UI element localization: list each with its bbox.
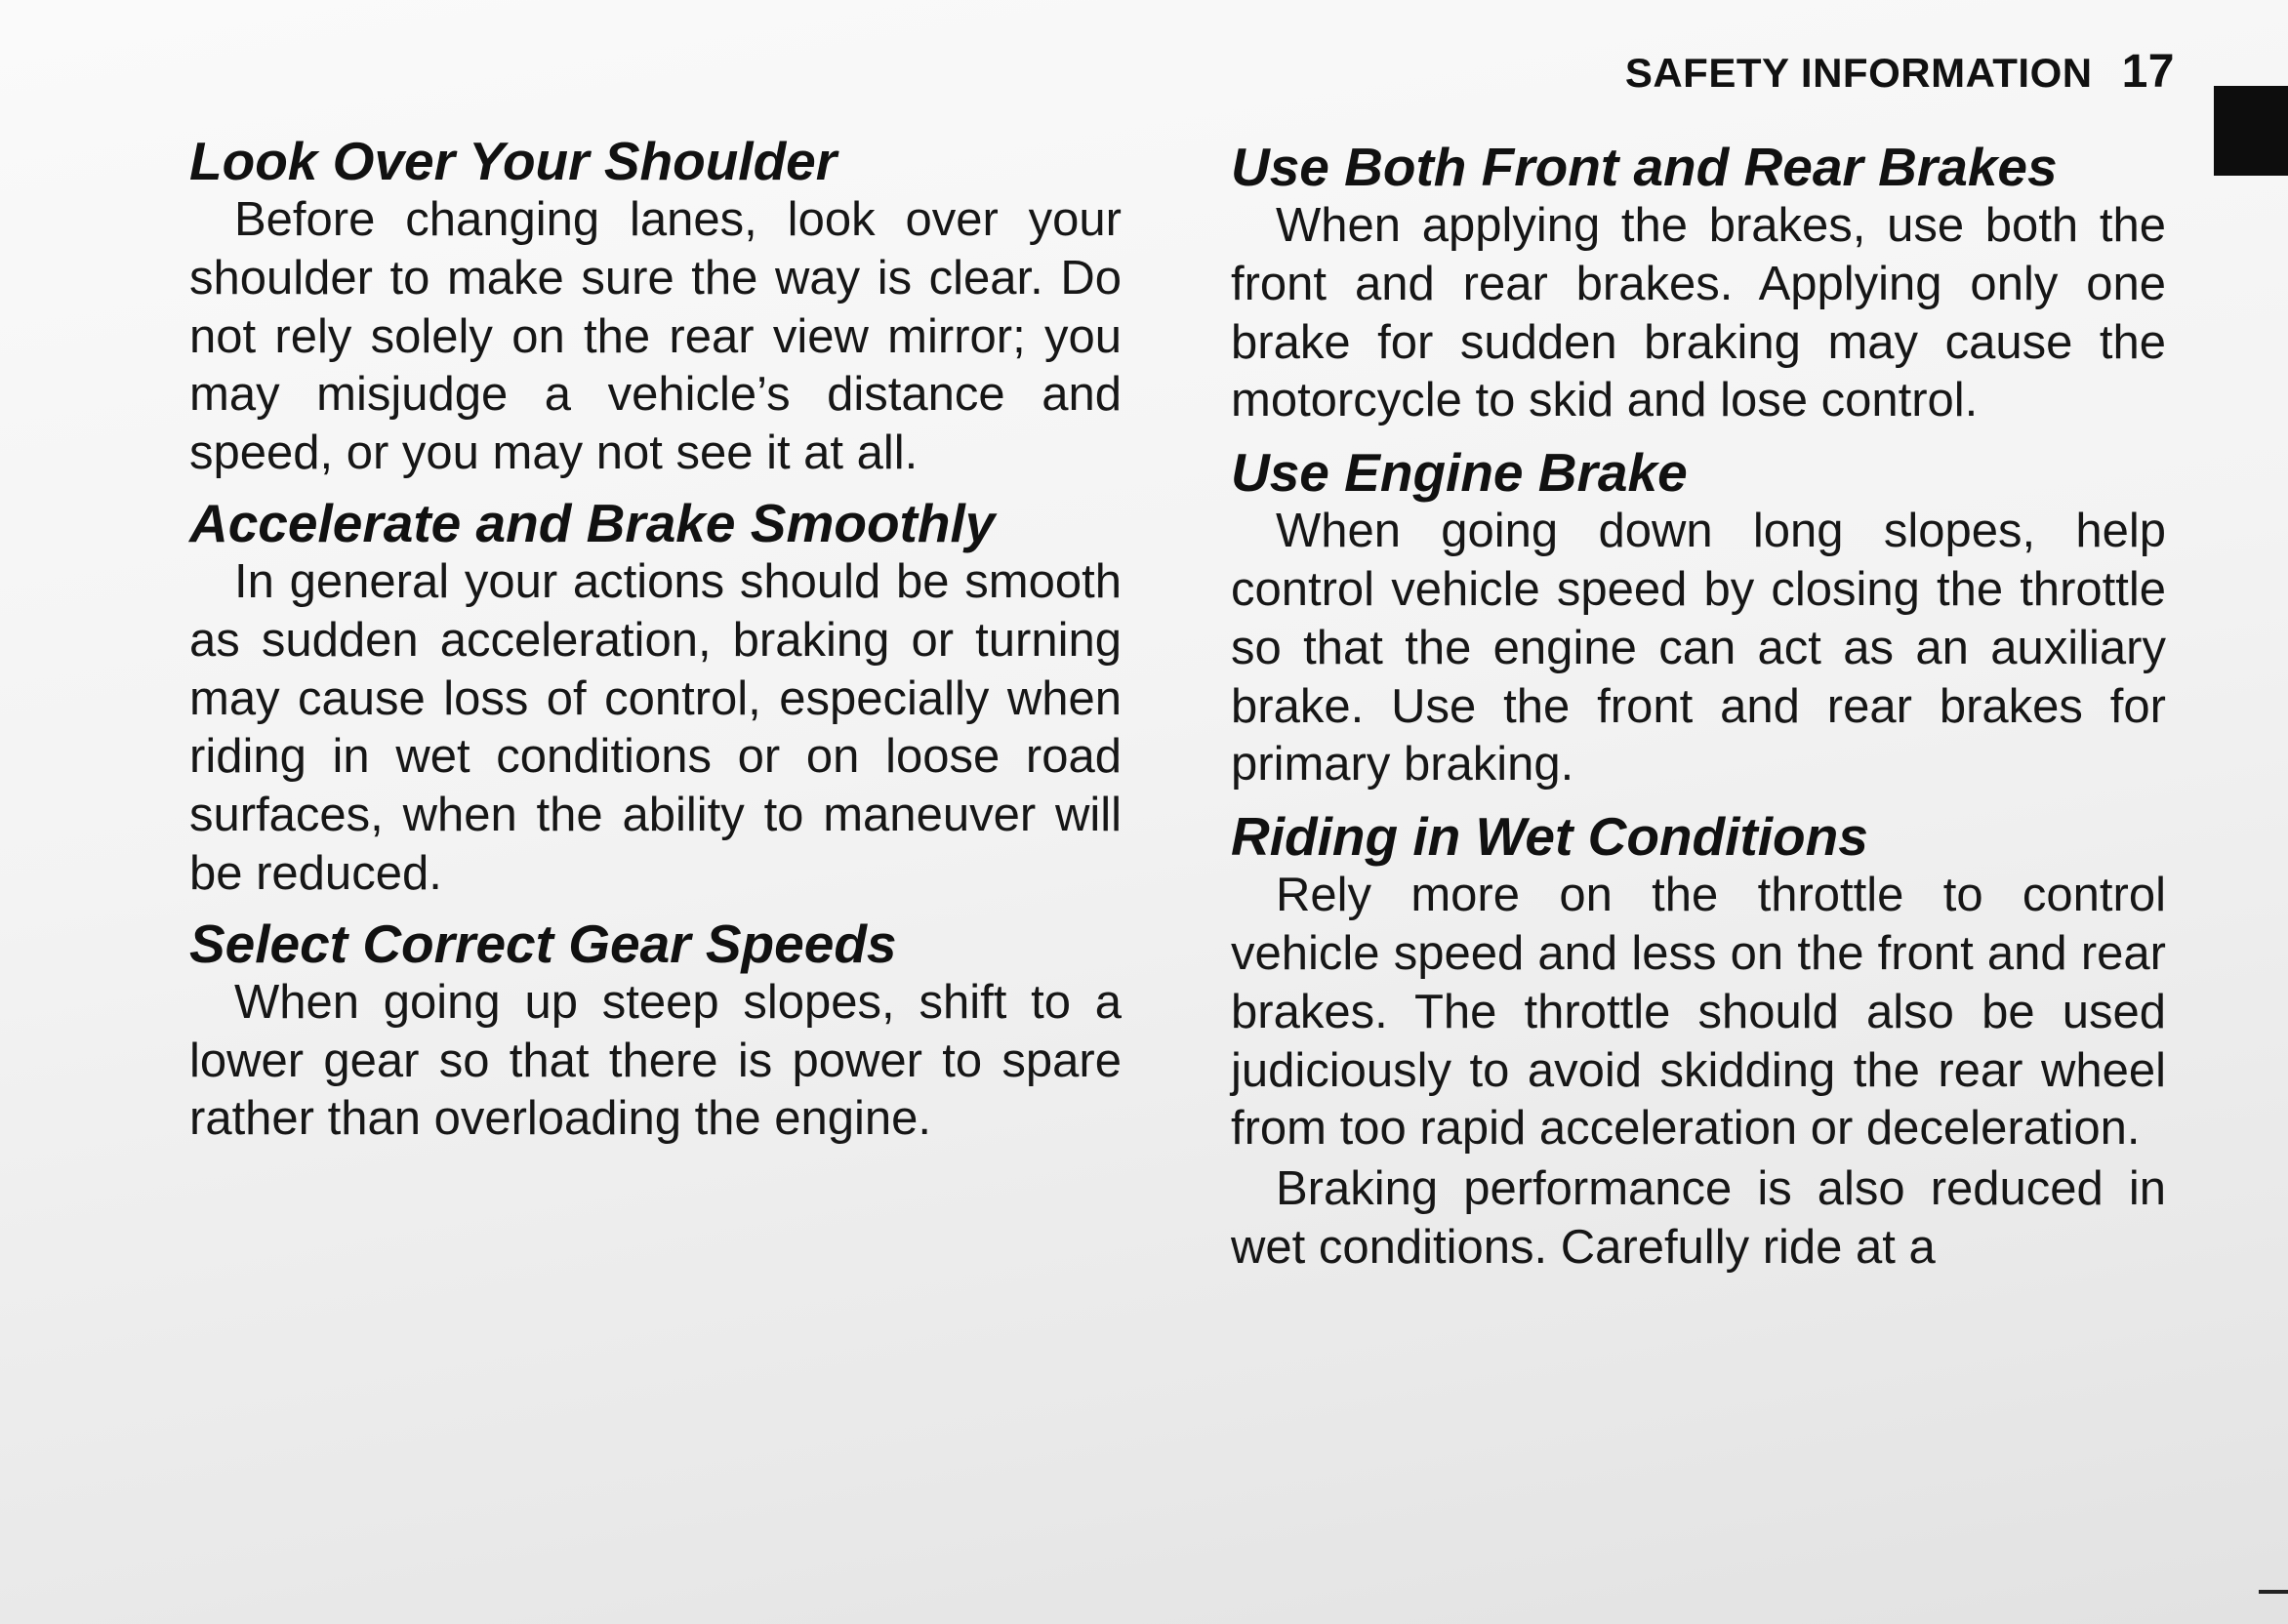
section-paragraph: When applying the brakes, use both the front and rear brakes. Applying only one brake for sudden braking may cause the motorcycle to skid and lose control. — [1231, 199, 2166, 427]
section-heading: Accelerate and Brake Smoothly — [189, 492, 996, 553]
section-paragraph: In general your actions should be smooth as sudden acceleration, braking or turning may cause loss of control, especially when riding in wet conditions or on loose road surfaces, when the ability to maneuver will be reduced. — [189, 554, 1122, 900]
section-heading: Select Correct Gear Speeds — [189, 913, 897, 974]
section-paragraph: When going up steep slopes, shift to a lower gear so that there is power to spare rather than overloading the engine. — [189, 975, 1122, 1146]
section-paragraph: Before changing lanes, look over your shoulder to make sure the way is clear. Do not rely solely on the rear view mirror; you may misjudge a vehicle’s distance and speed, or you may not see it at all. — [189, 193, 1122, 480]
section-use-both-brakes — [1231, 137, 2166, 430]
section-paragraph: Rely more on the throttle to control vehicle speed and less on the front and rear brakes. The throttle should also be used judiciously to avoid skidding the rear wheel from too rapid acceleration or deceleration. — [1231, 869, 2166, 1156]
section-title: SAFETY INFORMATION — [1624, 50, 2093, 96]
section-heading: Riding in Wet Conditions — [1231, 806, 1868, 868]
section-paragraph: When going down long slopes, help control vehicle speed by closing the throttle so that the engine can act as an auxiliary brake. Use the front and rear brakes for primary braking. — [1231, 505, 2166, 792]
page-edge-mark — [2259, 1590, 2288, 1594]
section-look-over-shoulder — [189, 131, 1122, 483]
right-column — [1231, 137, 2166, 1278]
thumb-index-tab — [2214, 86, 2288, 176]
section-paragraph: Braking performance is also reduced in wet conditions. Carefully ride at a — [1231, 1162, 2166, 1274]
running-header — [1464, 45, 2175, 99]
page-number: 17 — [2121, 46, 2175, 98]
section-use-engine-brake — [1231, 442, 2166, 794]
section-heading: Use Both Front and Rear Brakes — [1231, 137, 2058, 197]
section-heading: Use Engine Brake — [1231, 442, 1688, 504]
section-accelerate-brake-smoothly — [189, 493, 1122, 904]
left-column — [189, 131, 1122, 1149]
section-riding-wet-conditions — [1231, 806, 2166, 1278]
section-select-gear-speeds — [189, 914, 1122, 1149]
section-heading: Look Over Your Shoulder — [189, 131, 838, 191]
